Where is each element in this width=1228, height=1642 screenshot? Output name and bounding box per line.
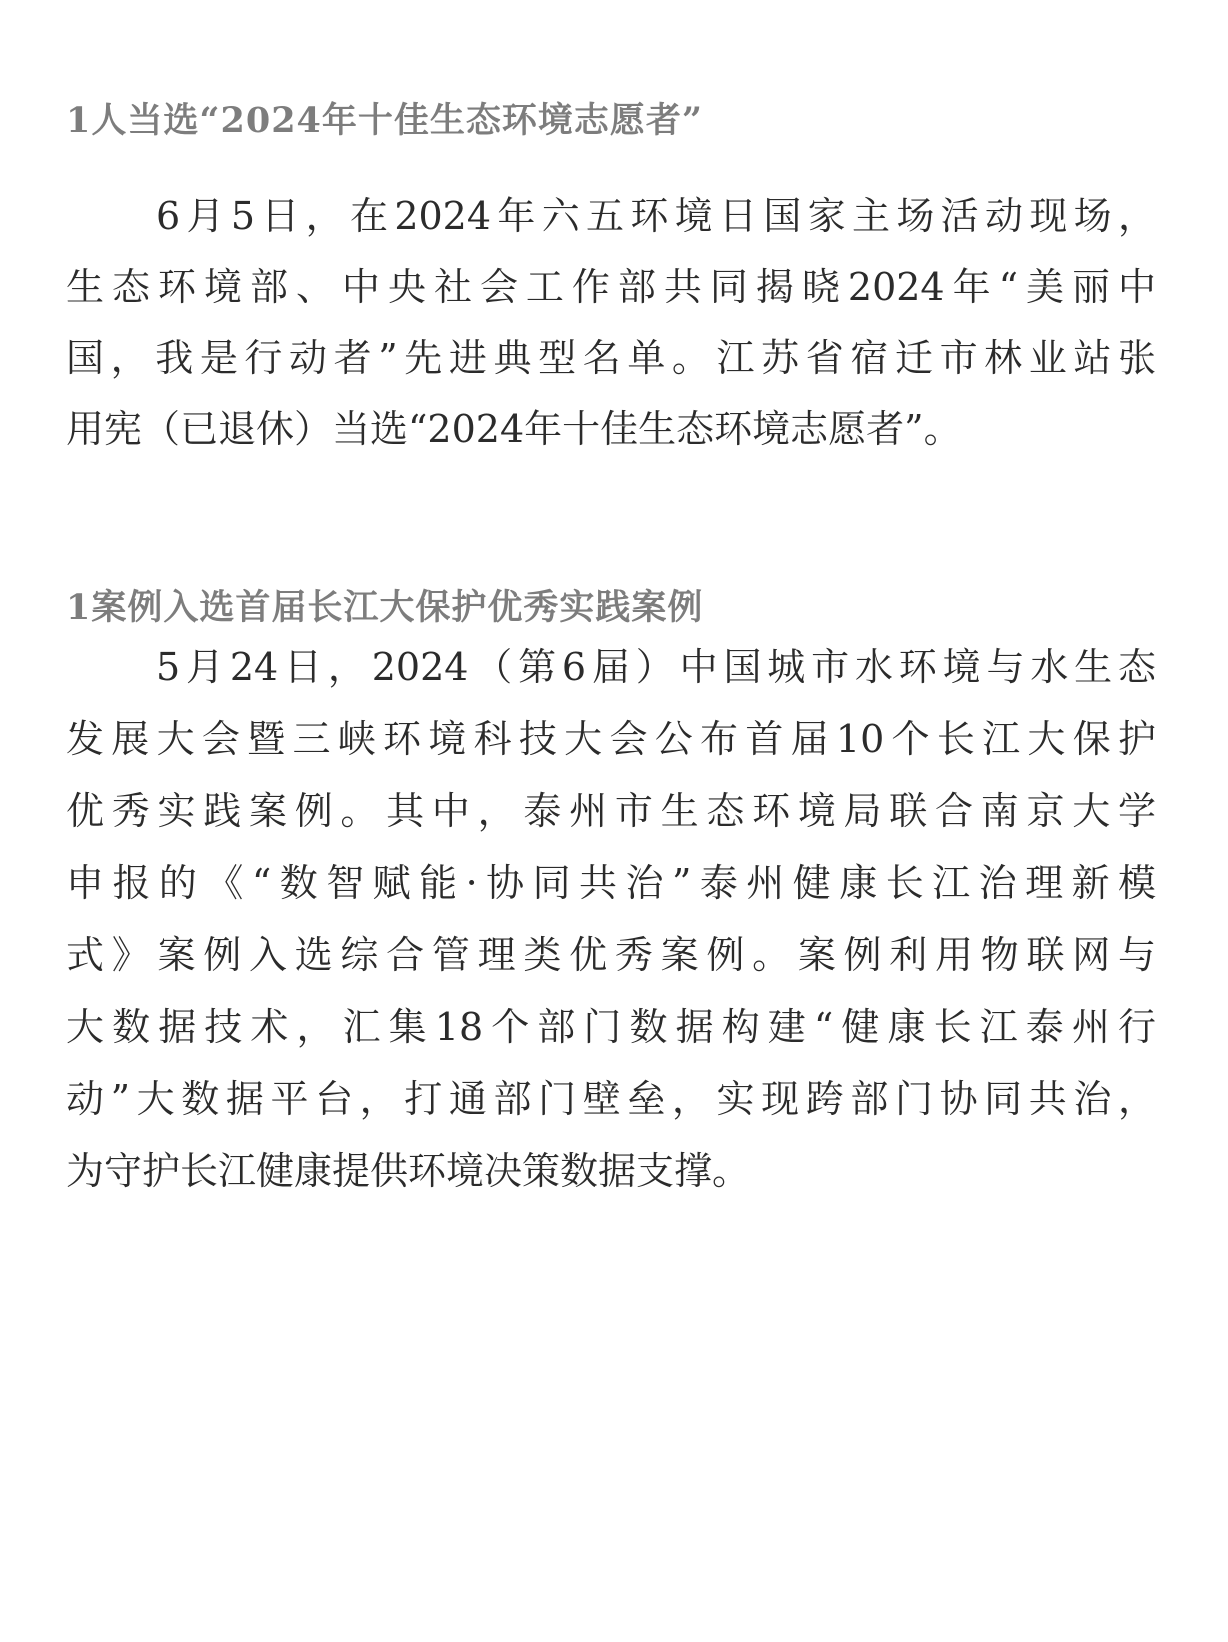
paragraph-line: 申报的《“数智赋能·协同共治”泰州健康长江治理新模 <box>66 861 1156 905</box>
section-heading-volunteer: 1人当选“2024年十佳生态环境志愿者” <box>66 100 704 141</box>
paragraph-line: 发展大会暨三峡环境科技大会公布首届10个长江大保护 <box>66 717 1156 761</box>
paragraph-line: 为守护长江健康提供环境决策数据支撑。 <box>66 1149 751 1193</box>
paragraph-line: 5月24日，2024（第6届）中国城市水环境与水生态 <box>156 645 1156 689</box>
section-heading-yangtze-case: 1案例入选首届长江大保护优秀实践案例 <box>66 587 704 628</box>
paragraph-line: 生态环境部、中央社会工作部共同揭晓2024年“美丽中 <box>66 265 1156 309</box>
paragraph-line: 用宪（已退休）当选“2024年十佳生态环境志愿者”。 <box>66 407 962 451</box>
paragraph-line: 式》案例入选综合管理类优秀案例。案例利用物联网与 <box>66 933 1156 977</box>
paragraph-line: 6月5日，在2024年六五环境日国家主场活动现场， <box>156 194 1156 238</box>
paragraph-line: 优秀实践案例。其中，泰州市生态环境局联合南京大学 <box>66 789 1156 833</box>
paragraph-line: 国，我是行动者”先进典型名单。江苏省宿迁市林业站张 <box>66 336 1156 380</box>
paragraph-line: 动”大数据平台，打通部门壁垒，实现跨部门协同共治， <box>66 1077 1156 1121</box>
paragraph-line: 大数据技术，汇集18个部门数据构建“健康长江泰州行 <box>66 1005 1156 1049</box>
